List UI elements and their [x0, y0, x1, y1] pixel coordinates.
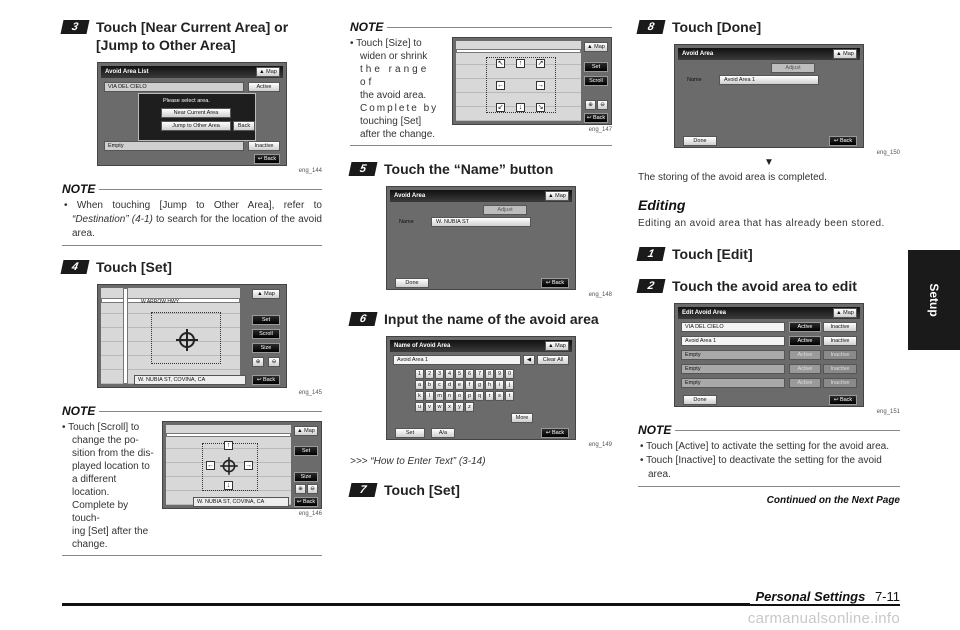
- key-button[interactable]: z: [465, 402, 474, 412]
- back-icon: ↩: [586, 115, 593, 121]
- note-line: ing [Set] after the: [72, 526, 149, 537]
- step-title: Input the name of the avoid area: [384, 311, 599, 327]
- note-line: Complete by: [360, 103, 439, 114]
- inactive-button[interactable]: Inactive: [823, 378, 857, 388]
- name-label: Name: [399, 219, 414, 225]
- backspace-icon[interactable]: ◀: [523, 355, 535, 365]
- arrow-left-icon[interactable]: ←: [207, 462, 214, 469]
- set-button[interactable]: Set: [395, 428, 425, 438]
- key-button[interactable]: 8: [485, 369, 494, 379]
- map-icon: ▲: [836, 310, 844, 316]
- back-button[interactable]: [254, 154, 280, 164]
- key-button[interactable]: m: [435, 391, 444, 401]
- step-4: [62, 258, 322, 276]
- screenshot-avoid-area-done: [674, 44, 864, 148]
- note-content: [62, 421, 322, 551]
- arrow-down-right-icon[interactable]: ↘: [537, 104, 544, 111]
- step-number: 7: [349, 483, 378, 497]
- note-divider: [62, 245, 322, 246]
- back-icon: ↩: [833, 138, 840, 144]
- inactive-button[interactable]: Inactive: [248, 141, 280, 151]
- case-toggle-button[interactable]: A/a: [431, 428, 455, 438]
- list-item-empty[interactable]: Empty: [104, 141, 244, 151]
- key-button[interactable]: 5: [455, 369, 464, 379]
- set-button[interactable]: Set: [294, 446, 318, 456]
- street-name-bar: W. NUBIA ST, COVINA, CA: [193, 497, 289, 507]
- step-8: [638, 18, 900, 36]
- inactive-button[interactable]: Inactive: [823, 322, 857, 332]
- zoom-in-icon[interactable]: ⊕: [295, 484, 306, 494]
- zoom-in-icon[interactable]: ⊕: [585, 100, 596, 110]
- key-button[interactable]: w: [435, 402, 444, 412]
- avoid-area-row[interactable]: VIA DEL CIELO: [681, 322, 785, 332]
- map-icon: ▲: [836, 51, 844, 57]
- done-button[interactable]: Done: [395, 278, 429, 288]
- set-button[interactable]: Set: [584, 62, 608, 72]
- back-label: Back: [263, 156, 277, 162]
- cross-reference: >>> “How to Enter Text” (3-14): [350, 456, 486, 467]
- key-button[interactable]: 2: [425, 369, 434, 379]
- back-button[interactable]: [252, 375, 280, 385]
- column-3: [638, 18, 900, 506]
- scroll-button[interactable]: Scroll: [252, 329, 280, 339]
- key-button[interactable]: i: [495, 380, 504, 390]
- back-label: Back: [551, 280, 565, 286]
- active-button[interactable]: Active: [789, 378, 821, 388]
- screenshot-caption: eng_151: [876, 409, 900, 415]
- map-button[interactable]: [252, 289, 280, 299]
- step-number: 3: [61, 20, 90, 34]
- avoid-area-row[interactable]: Avoid Area 1: [681, 336, 785, 346]
- size-button[interactable]: Size: [252, 343, 280, 353]
- back-icon: ↩: [256, 377, 263, 383]
- key-button[interactable]: 4: [445, 369, 454, 379]
- note-line: touching [Set]: [360, 116, 422, 127]
- screenshot-edit-avoid-area: [674, 303, 864, 407]
- key-button[interactable]: o: [455, 391, 464, 401]
- screenshot-caption: eng_146: [298, 511, 322, 517]
- arrow-down-icon: ▼: [764, 157, 774, 168]
- back-label: Back: [262, 377, 276, 383]
- section-tab-label: Setup: [927, 283, 941, 317]
- footer-title: Personal Settings: [755, 589, 866, 604]
- key-button[interactable]: b: [425, 380, 434, 390]
- name-button[interactable]: W. NUBIA ST: [431, 217, 531, 227]
- map-label: Map: [304, 428, 315, 434]
- note-divider: [638, 486, 900, 487]
- step-title: Touch the avoid area to edit: [672, 278, 857, 294]
- step-title: Touch [Set]: [96, 259, 172, 275]
- map-button[interactable]: [545, 341, 569, 351]
- note-line: after the change.: [360, 129, 436, 140]
- key-button[interactable]: y: [455, 402, 464, 412]
- screenshot-avoid-area-list: [97, 62, 287, 166]
- note-text: [350, 37, 448, 141]
- section-tab-setup: [908, 250, 960, 350]
- note-text: [62, 199, 322, 241]
- note-figure: [156, 421, 322, 551]
- key-button[interactable]: l: [425, 391, 434, 401]
- map-icon: ▲: [548, 193, 556, 199]
- editing-description: Editing an avoid area that has already been stored.: [638, 218, 885, 229]
- screenshot-caption: eng_144: [298, 168, 322, 174]
- set-button[interactable]: Set: [252, 315, 280, 325]
- key-button[interactable]: n: [445, 391, 454, 401]
- active-button[interactable]: Active: [789, 322, 821, 332]
- back-label: Back: [302, 499, 316, 505]
- back-icon: ↩: [545, 430, 552, 436]
- inactive-button[interactable]: Inactive: [823, 336, 857, 346]
- screenshot-caption: eng_148: [588, 292, 612, 298]
- note-divider: [62, 555, 322, 556]
- note-heading: NOTE: [62, 404, 322, 418]
- continued-text: Continued on the Next Page: [766, 495, 900, 506]
- map-road: [166, 433, 291, 437]
- step-5: [350, 160, 612, 178]
- back-button[interactable]: [541, 278, 569, 288]
- key-button[interactable]: p: [465, 391, 474, 401]
- note-line: the range of: [360, 64, 430, 88]
- screenshot-set-map: [97, 284, 287, 388]
- screenshot-avoid-area: [386, 186, 576, 290]
- step-7: [350, 481, 612, 499]
- page-number: 7-11: [874, 589, 900, 604]
- key-button[interactable]: s: [495, 391, 504, 401]
- back-button[interactable]: [294, 497, 318, 507]
- name-button[interactable]: Avoid Area 1: [719, 75, 819, 85]
- step-title: Touch [Edit]: [672, 246, 753, 262]
- note-line: the avoid area.: [360, 90, 427, 101]
- key-button[interactable]: r: [485, 391, 494, 401]
- step-title: Touch [Done]: [672, 19, 762, 35]
- note-text: [62, 421, 156, 551]
- arrow-down-icon[interactable]: ↓: [516, 103, 525, 112]
- list-item-via-del-cielo[interactable]: VIA DEL CIELO: [104, 82, 244, 92]
- select-area-dialog: [138, 93, 256, 141]
- arrow-left-icon[interactable]: ←: [497, 82, 504, 89]
- key-button[interactable]: f: [465, 380, 474, 390]
- back-icon: ↩: [545, 280, 552, 286]
- step-title: Touch the “Name” button: [384, 161, 554, 177]
- map-road: [123, 288, 128, 384]
- key-button[interactable]: q: [475, 391, 484, 401]
- key-button[interactable]: x: [445, 402, 454, 412]
- active-button[interactable]: Active: [248, 82, 280, 92]
- arrow-right-icon[interactable]: →: [537, 82, 544, 89]
- step-title: Touch [Set]: [384, 482, 460, 498]
- clear-all-button[interactable]: Clear All: [537, 355, 569, 365]
- screen-title: Edit Avoid Area: [682, 310, 727, 316]
- avoid-area-row[interactable]: Empty: [681, 364, 785, 374]
- crosshair-icon: [179, 332, 195, 348]
- done-button[interactable]: Done: [683, 395, 717, 405]
- zoom-out-icon[interactable]: ⊖: [268, 357, 280, 367]
- key-button[interactable]: 1: [415, 369, 424, 379]
- avoid-area-row[interactable]: Empty: [681, 378, 785, 388]
- watermark: carmanualsonline.info: [747, 610, 900, 627]
- back-label: Back: [551, 430, 565, 436]
- arrow-up-right-icon[interactable]: ↗: [537, 60, 544, 67]
- jump-to-other-area-button[interactable]: Jump to Other Area: [161, 121, 231, 131]
- step-1: [638, 245, 900, 263]
- note-bullet: • Touch [Active] to activate the setting for the avoid area.: [640, 441, 890, 452]
- arrow-up-left-icon[interactable]: ↖: [497, 60, 504, 67]
- section-heading-editing: Editing: [638, 197, 686, 213]
- dialog-back-button[interactable]: Back: [233, 121, 255, 131]
- screen-title: Avoid Area: [682, 51, 714, 57]
- street-name-bar: W. NUBIA ST, COVINA, CA: [134, 375, 246, 385]
- key-button[interactable]: c: [435, 380, 444, 390]
- map-button[interactable]: [833, 49, 857, 59]
- back-button[interactable]: [829, 395, 857, 405]
- key-button[interactable]: u: [415, 402, 424, 412]
- note-line: • Touch [Size] to: [350, 38, 422, 49]
- map-button[interactable]: [294, 426, 318, 436]
- note-heading: NOTE: [638, 423, 900, 437]
- step-number: 6: [349, 312, 378, 326]
- step-number: 1: [637, 247, 666, 261]
- note-active-inactive: [638, 423, 900, 487]
- key-button[interactable]: 6: [465, 369, 474, 379]
- screenshot-caption: eng_149: [588, 442, 612, 448]
- active-button[interactable]: Active: [789, 364, 821, 374]
- column-2: [350, 18, 612, 507]
- step-number: 2: [637, 279, 666, 293]
- back-label: Back: [592, 115, 606, 121]
- map-label: Map: [843, 51, 854, 57]
- back-label: Back: [839, 397, 853, 403]
- map-button[interactable]: [545, 191, 569, 201]
- key-button[interactable]: 9: [495, 369, 504, 379]
- back-button[interactable]: [829, 136, 857, 146]
- step-2: [638, 277, 900, 295]
- back-icon: ↩: [257, 156, 264, 162]
- road-label: W ARROW HWY: [141, 299, 180, 305]
- map-label: Map: [266, 69, 277, 75]
- completion-text: The storing of the avoid area is completed.: [638, 172, 827, 183]
- avoid-area-row[interactable]: Empty: [681, 350, 785, 360]
- key-button[interactable]: t: [505, 391, 514, 401]
- name-label: Name: [687, 77, 702, 83]
- zoom-out-icon[interactable]: ⊖: [597, 100, 608, 110]
- key-button[interactable]: h: [485, 380, 494, 390]
- back-label: Back: [839, 138, 853, 144]
- map-label: Map: [594, 44, 605, 50]
- note-scroll: [62, 404, 322, 556]
- note-heading: NOTE: [350, 20, 612, 34]
- arrow-up-icon[interactable]: ↑: [224, 441, 233, 450]
- map-button[interactable]: [833, 308, 857, 318]
- note-text-part: to search for the location of the avoid area.: [72, 214, 322, 239]
- key-button[interactable]: k: [415, 391, 424, 401]
- back-icon: ↩: [296, 499, 303, 505]
- near-current-area-button[interactable]: Near Current Area: [161, 108, 231, 118]
- zoom-out-icon[interactable]: ⊖: [307, 484, 318, 494]
- back-button[interactable]: [584, 113, 608, 123]
- more-button[interactable]: More: [511, 413, 533, 423]
- map-area: [456, 41, 581, 121]
- step-number: 4: [61, 260, 90, 274]
- map-icon: ▲: [548, 343, 556, 349]
- done-button[interactable]: Done: [683, 136, 717, 146]
- key-button[interactable]: j: [505, 380, 514, 390]
- map-label: Map: [264, 291, 275, 297]
- map-button[interactable]: [584, 42, 608, 52]
- map-label: Map: [555, 343, 566, 349]
- step-3: [62, 18, 322, 54]
- key-button[interactable]: e: [455, 380, 464, 390]
- key-button[interactable]: a: [415, 380, 424, 390]
- arrow-down-icon[interactable]: ↓: [224, 481, 233, 490]
- scroll-button[interactable]: Scroll: [584, 76, 608, 86]
- map-area: [166, 425, 291, 505]
- dialog-prompt: Please select area.: [163, 98, 210, 104]
- adjust-button[interactable]: Adjust: [771, 63, 815, 73]
- screenshot-name-keyboard: [386, 336, 576, 440]
- note-size: [350, 20, 612, 146]
- size-button[interactable]: Size: [294, 472, 318, 482]
- key-button[interactable]: g: [475, 380, 484, 390]
- step-number: 8: [637, 20, 666, 34]
- arrow-up-icon[interactable]: ↑: [516, 59, 525, 68]
- note-line: • Touch [Scroll] to: [62, 422, 140, 433]
- map-icon: ▲: [297, 428, 305, 434]
- arrow-right-icon[interactable]: →: [245, 462, 252, 469]
- active-button[interactable]: Active: [789, 350, 821, 360]
- note-line: played location to: [72, 461, 150, 472]
- key-button[interactable]: v: [425, 402, 434, 412]
- map-label: Map: [555, 193, 566, 199]
- step-number: 5: [349, 162, 378, 176]
- back-icon: ↩: [833, 397, 840, 403]
- map-button[interactable]: [256, 67, 280, 77]
- key-button[interactable]: 7: [475, 369, 484, 379]
- inactive-button[interactable]: Inactive: [823, 364, 857, 374]
- note-line: Complete by touch-: [72, 500, 129, 524]
- adjust-button[interactable]: Adjust: [483, 205, 527, 215]
- inactive-button[interactable]: Inactive: [823, 350, 857, 360]
- note-content: [350, 37, 612, 141]
- step-6: [350, 310, 612, 328]
- screen-title: Avoid Area List: [105, 69, 149, 75]
- key-button[interactable]: 3: [435, 369, 444, 379]
- key-button[interactable]: d: [445, 380, 454, 390]
- map-road: [456, 49, 581, 53]
- note-reference: “Destination” (4-1): [72, 214, 153, 225]
- name-input[interactable]: Avoid Area 1: [393, 355, 521, 365]
- active-button[interactable]: Active: [789, 336, 821, 346]
- screen-title: Avoid Area: [394, 193, 426, 199]
- note-heading: NOTE: [62, 182, 322, 196]
- note-line: sition from the dis-: [72, 448, 154, 459]
- screenshot-caption: eng_147: [588, 127, 612, 133]
- page-footer: [750, 589, 901, 604]
- map-icon: ▲: [587, 44, 595, 50]
- note-figure: [448, 37, 612, 141]
- zoom-in-icon[interactable]: ⊕: [252, 357, 264, 367]
- map-icon: ▲: [259, 69, 267, 75]
- note-divider: [350, 145, 612, 146]
- map-icon: ▲: [257, 291, 265, 297]
- note-line: a different location.: [72, 474, 117, 498]
- step-title: Touch [Near Current Area] or [Jump to Other Area]: [96, 19, 289, 53]
- crosshair-icon: [223, 460, 236, 473]
- note-line: widen or shrink: [360, 51, 428, 62]
- screenshot-scroll-map: [162, 421, 322, 509]
- screen-title: Name of Avoid Area: [394, 343, 451, 349]
- screenshot-caption: eng_145: [298, 390, 322, 396]
- map-area: [101, 288, 240, 384]
- column-1: [62, 18, 322, 564]
- note-line: change the po-: [72, 435, 139, 446]
- note-line: change.: [72, 539, 108, 550]
- arrow-down-left-icon[interactable]: ↙: [497, 104, 504, 111]
- screenshot-size-map: [452, 37, 612, 125]
- back-button[interactable]: [541, 428, 569, 438]
- map-label: Map: [843, 310, 854, 316]
- note-bullet: • Touch [Inactive] to deactivate the setting for the avoid area.: [640, 455, 882, 480]
- note-jump-other-area: [62, 182, 322, 246]
- screenshot-caption: eng_150: [876, 150, 900, 156]
- key-button[interactable]: 0: [505, 369, 514, 379]
- note-text-part: • When touching [Jump to Other Area], refer to: [64, 200, 322, 211]
